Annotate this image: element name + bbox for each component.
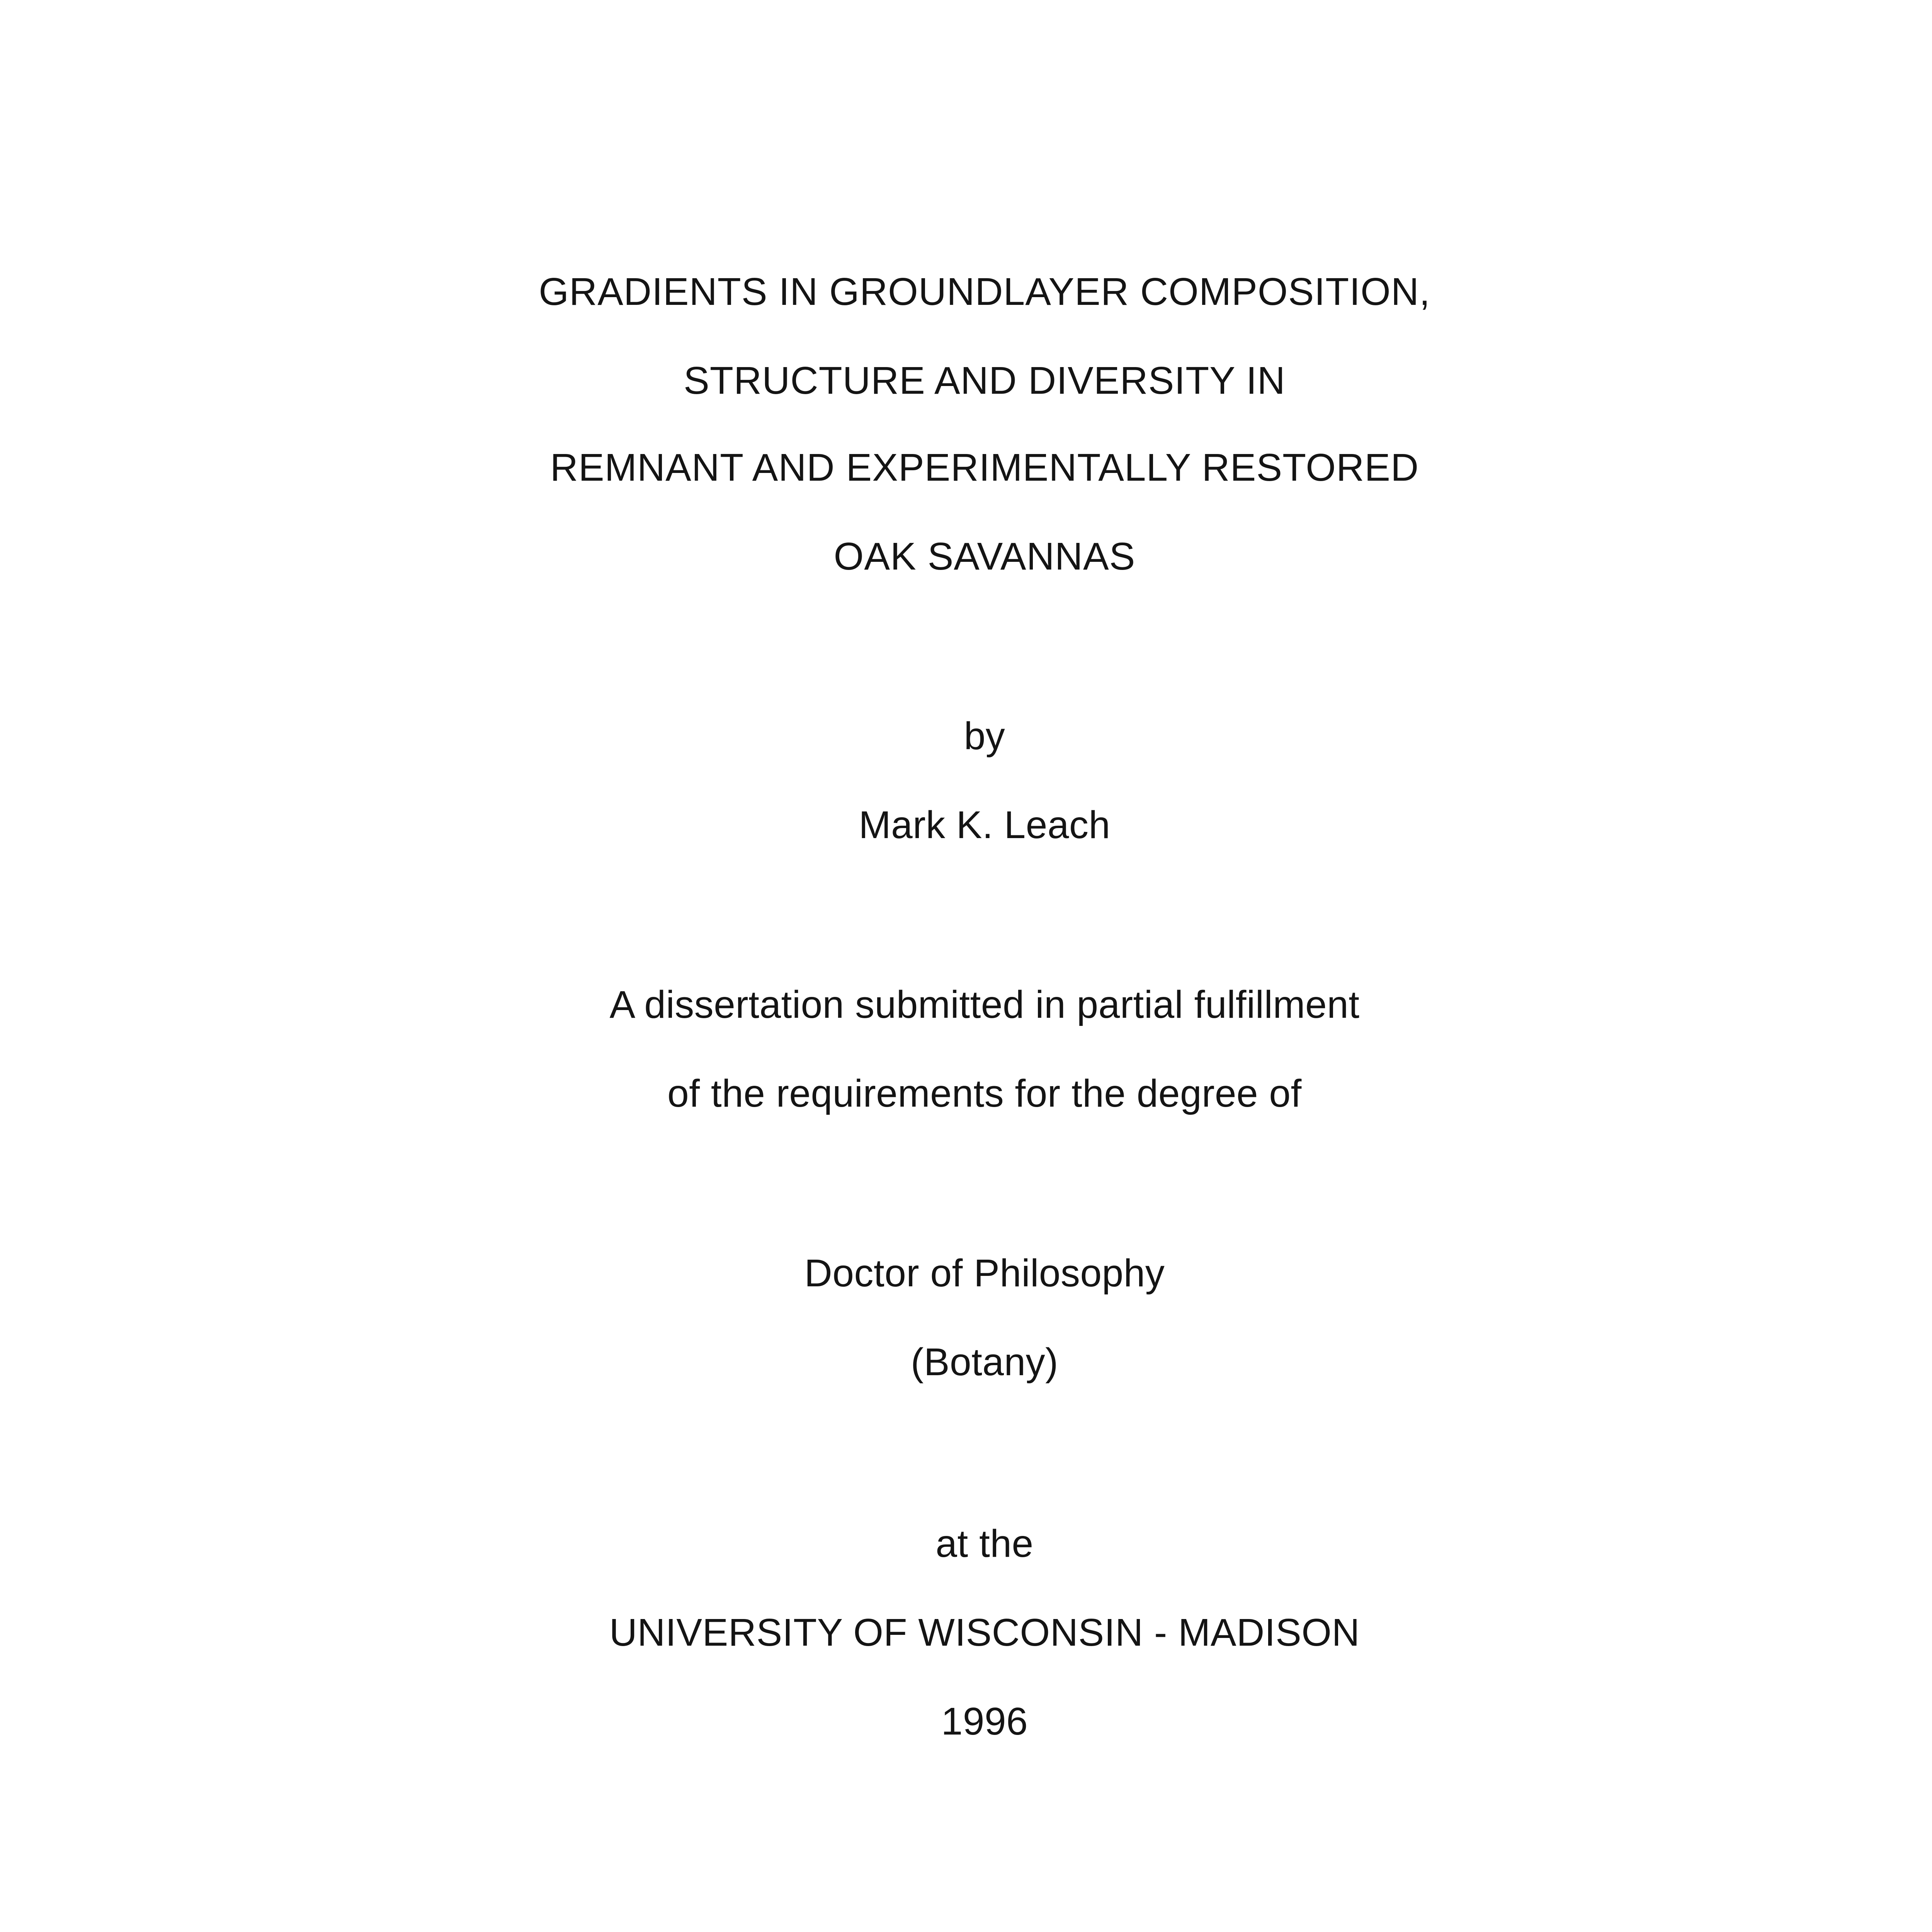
submission-line-1: A dissertation submitted in partial fulfillment — [609, 983, 1360, 1026]
degree-name: Doctor of Philosophy — [804, 1252, 1165, 1295]
university-name: UNIVERSITY OF WISCONSIN - MADISON — [609, 1611, 1360, 1654]
title-line-3: REMNANT AND EXPERIMENTALLY RESTORED — [550, 446, 1419, 489]
submission-line-2: of the requirements for the degree of — [667, 1072, 1302, 1115]
title-line-1: GRADIENTS IN GROUNDLAYER COMPOSITION, — [539, 270, 1430, 313]
author-name: Mark K. Leach — [859, 803, 1111, 847]
title-line-2: STRUCTURE AND DIVERSITY IN — [684, 359, 1286, 402]
title-line-4: OAK SAVANNAS — [833, 535, 1136, 578]
by-label: by — [964, 714, 1005, 758]
at-the-label: at the — [935, 1522, 1034, 1565]
degree-field: (Botany) — [911, 1340, 1058, 1384]
year: 1996 — [941, 1700, 1028, 1743]
